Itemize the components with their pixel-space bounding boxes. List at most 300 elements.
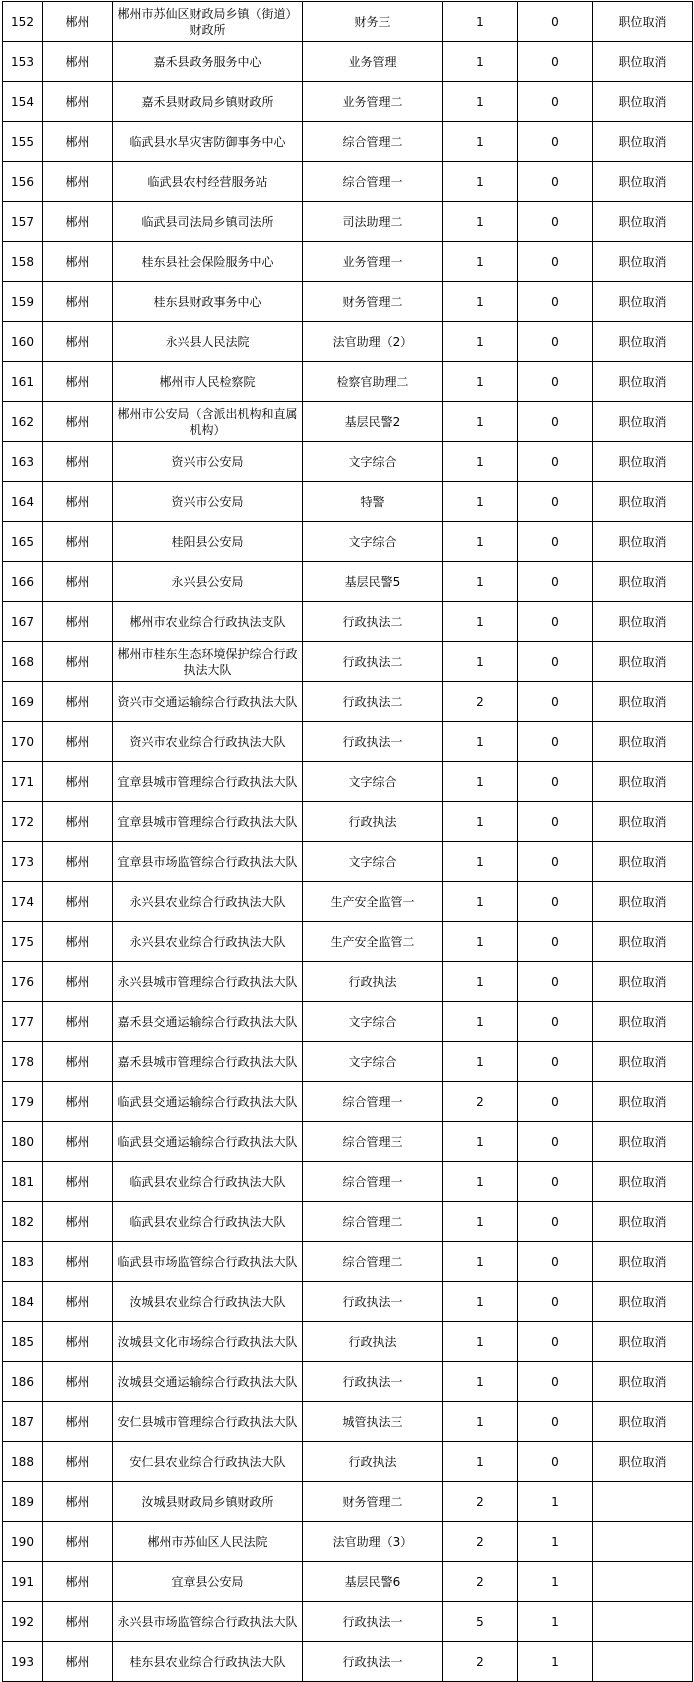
row-number-cell: 179 [3, 1082, 43, 1122]
table-row [3, 442, 693, 482]
employer-cell: 宜章县城市管理综合行政执法大队 [113, 762, 303, 802]
employer-cell: 临武县交通运输综合行政执法大队 [113, 1122, 303, 1162]
table-row [3, 402, 693, 442]
final-count-cell: 1 [518, 1482, 593, 1522]
table-row [3, 1522, 693, 1562]
remark-cell: 职位取消 [593, 1322, 693, 1362]
city-cell: 郴州 [43, 362, 113, 402]
employer-cell: 郴州市农业综合行政执法支队 [113, 602, 303, 642]
city-cell: 郴州 [43, 802, 113, 842]
planned-count-cell: 1 [443, 1122, 518, 1162]
final-count-cell: 0 [518, 1122, 593, 1162]
city-cell: 郴州 [43, 1442, 113, 1482]
row-number-cell: 155 [3, 122, 43, 162]
planned-count-cell: 5 [443, 1602, 518, 1642]
remark-cell [593, 1522, 693, 1562]
position-cell: 行政执法 [303, 1442, 443, 1482]
row-number-cell: 178 [3, 1042, 43, 1082]
row-number-cell: 182 [3, 1202, 43, 1242]
position-cell: 行政执法 [303, 1322, 443, 1362]
table-row [3, 362, 693, 402]
employer-cell: 桂东县财政事务中心 [113, 282, 303, 322]
position-cell: 综合管理二 [303, 1242, 443, 1282]
remark-cell: 职位取消 [593, 1082, 693, 1122]
city-cell: 郴州 [43, 162, 113, 202]
final-count-cell: 0 [518, 962, 593, 1002]
position-cell: 生产安全监管二 [303, 922, 443, 962]
final-count-cell: 0 [518, 1322, 593, 1362]
row-number-cell: 192 [3, 1602, 43, 1642]
row-number-cell: 191 [3, 1562, 43, 1602]
row-number-cell: 154 [3, 82, 43, 122]
position-cell: 业务管理二 [303, 82, 443, 122]
row-number-cell: 185 [3, 1322, 43, 1362]
row-number-cell: 164 [3, 482, 43, 522]
table-row [3, 522, 693, 562]
planned-count-cell: 1 [443, 1002, 518, 1042]
table-row [3, 202, 693, 242]
final-count-cell: 0 [518, 682, 593, 722]
row-number-cell: 171 [3, 762, 43, 802]
row-number-cell: 167 [3, 602, 43, 642]
table-row [3, 882, 693, 922]
city-cell: 郴州 [43, 2, 113, 42]
city-cell: 郴州 [43, 402, 113, 442]
final-count-cell: 1 [518, 1522, 593, 1562]
table-row [3, 1442, 693, 1482]
employer-cell: 嘉禾县政务服务中心 [113, 42, 303, 82]
planned-count-cell: 1 [443, 562, 518, 602]
row-number-cell: 187 [3, 1402, 43, 1442]
table-row [3, 642, 693, 682]
planned-count-cell: 1 [443, 442, 518, 482]
employer-cell: 资兴市农业综合行政执法大队 [113, 722, 303, 762]
table-body [3, 2, 693, 1682]
position-cell: 基层民警2 [303, 402, 443, 442]
planned-count-cell: 2 [443, 1562, 518, 1602]
city-cell: 郴州 [43, 82, 113, 122]
row-number-cell: 183 [3, 1242, 43, 1282]
row-number-cell: 173 [3, 842, 43, 882]
final-count-cell: 0 [518, 1442, 593, 1482]
position-cell: 生产安全监管一 [303, 882, 443, 922]
planned-count-cell: 1 [443, 1442, 518, 1482]
city-cell: 郴州 [43, 1002, 113, 1042]
remark-cell: 职位取消 [593, 362, 693, 402]
remark-cell: 职位取消 [593, 282, 693, 322]
final-count-cell: 0 [518, 1162, 593, 1202]
table-row [3, 602, 693, 642]
planned-count-cell: 1 [443, 762, 518, 802]
position-cell: 行政执法二 [303, 602, 443, 642]
position-cell: 城管执法三 [303, 1402, 443, 1442]
employer-cell: 宜章县城市管理综合行政执法大队 [113, 802, 303, 842]
city-cell: 郴州 [43, 1522, 113, 1562]
row-number-cell: 156 [3, 162, 43, 202]
table-row [3, 762, 693, 802]
final-count-cell: 0 [518, 882, 593, 922]
planned-count-cell: 1 [443, 202, 518, 242]
city-cell: 郴州 [43, 442, 113, 482]
final-count-cell: 0 [518, 2, 593, 42]
position-cell: 综合管理三 [303, 1122, 443, 1162]
row-number-cell: 172 [3, 802, 43, 842]
employer-cell: 临武县农村经营服务站 [113, 162, 303, 202]
city-cell: 郴州 [43, 522, 113, 562]
employer-cell: 嘉禾县城市管理综合行政执法大队 [113, 1042, 303, 1082]
table-row [3, 1482, 693, 1522]
employer-cell: 郴州市公安局（含派出机构和直属机构） [113, 402, 303, 442]
employer-cell: 永兴县人民法院 [113, 322, 303, 362]
employer-cell: 桂阳县公安局 [113, 522, 303, 562]
employer-cell: 郴州市人民检察院 [113, 362, 303, 402]
city-cell: 郴州 [43, 562, 113, 602]
planned-count-cell: 2 [443, 1522, 518, 1562]
city-cell: 郴州 [43, 1322, 113, 1362]
final-count-cell: 0 [518, 1082, 593, 1122]
remark-cell: 职位取消 [593, 842, 693, 882]
remark-cell: 职位取消 [593, 1282, 693, 1322]
city-cell: 郴州 [43, 722, 113, 762]
row-number-cell: 186 [3, 1362, 43, 1402]
remark-cell: 职位取消 [593, 522, 693, 562]
city-cell: 郴州 [43, 1402, 113, 1442]
table-row [3, 2, 693, 42]
remark-cell: 职位取消 [593, 242, 693, 282]
table-row [3, 242, 693, 282]
final-count-cell: 0 [518, 762, 593, 802]
final-count-cell: 0 [518, 162, 593, 202]
row-number-cell: 174 [3, 882, 43, 922]
remark-cell: 职位取消 [593, 322, 693, 362]
planned-count-cell: 2 [443, 1642, 518, 1682]
row-number-cell: 181 [3, 1162, 43, 1202]
city-cell: 郴州 [43, 882, 113, 922]
position-cell: 行政执法二 [303, 682, 443, 722]
position-cell: 行政执法一 [303, 1602, 443, 1642]
employer-cell: 安仁县农业综合行政执法大队 [113, 1442, 303, 1482]
final-count-cell: 0 [518, 82, 593, 122]
table-row [3, 1642, 693, 1682]
city-cell: 郴州 [43, 202, 113, 242]
planned-count-cell: 1 [443, 82, 518, 122]
planned-count-cell: 1 [443, 282, 518, 322]
table-row [3, 1242, 693, 1282]
planned-count-cell: 1 [443, 802, 518, 842]
table-row [3, 1562, 693, 1602]
employer-cell: 临武县交通运输综合行政执法大队 [113, 1082, 303, 1122]
city-cell: 郴州 [43, 682, 113, 722]
position-cell: 文字综合 [303, 842, 443, 882]
remark-cell: 职位取消 [593, 922, 693, 962]
row-number-cell: 161 [3, 362, 43, 402]
planned-count-cell: 1 [443, 1162, 518, 1202]
city-cell: 郴州 [43, 842, 113, 882]
final-count-cell: 0 [518, 402, 593, 442]
employer-cell: 永兴县市场监管综合行政执法大队 [113, 1602, 303, 1642]
city-cell: 郴州 [43, 1562, 113, 1602]
final-count-cell: 0 [518, 1002, 593, 1042]
position-cell: 检察官助理二 [303, 362, 443, 402]
table-row [3, 1602, 693, 1642]
employer-cell: 临武县农业综合行政执法大队 [113, 1162, 303, 1202]
table-row [3, 1322, 693, 1362]
employer-cell: 宜章县公安局 [113, 1562, 303, 1602]
table-row [3, 1082, 693, 1122]
table-row [3, 922, 693, 962]
city-cell: 郴州 [43, 1122, 113, 1162]
planned-count-cell: 1 [443, 162, 518, 202]
city-cell: 郴州 [43, 1482, 113, 1522]
final-count-cell: 0 [518, 802, 593, 842]
row-number-cell: 163 [3, 442, 43, 482]
position-cell: 司法助理二 [303, 202, 443, 242]
planned-count-cell: 2 [443, 1482, 518, 1522]
row-number-cell: 176 [3, 962, 43, 1002]
final-count-cell: 0 [518, 42, 593, 82]
planned-count-cell: 1 [443, 1202, 518, 1242]
final-count-cell: 1 [518, 1562, 593, 1602]
table-row [3, 682, 693, 722]
final-count-cell: 1 [518, 1602, 593, 1642]
final-count-cell: 0 [518, 562, 593, 602]
employer-cell: 汝城县交通运输综合行政执法大队 [113, 1362, 303, 1402]
position-cell: 行政执法一 [303, 722, 443, 762]
row-number-cell: 162 [3, 402, 43, 442]
planned-count-cell: 1 [443, 1402, 518, 1442]
remark-cell: 职位取消 [593, 1402, 693, 1442]
table-row [3, 962, 693, 1002]
final-count-cell: 0 [518, 242, 593, 282]
table-row [3, 1042, 693, 1082]
employer-cell: 郴州市桂东生态环境保护综合行政执法大队 [113, 642, 303, 682]
city-cell: 郴州 [43, 962, 113, 1002]
position-cell: 文字综合 [303, 1042, 443, 1082]
city-cell: 郴州 [43, 1202, 113, 1242]
planned-count-cell: 1 [443, 42, 518, 82]
remark-cell: 职位取消 [593, 202, 693, 242]
position-cell: 基层民警5 [303, 562, 443, 602]
city-cell: 郴州 [43, 1282, 113, 1322]
remark-cell: 职位取消 [593, 682, 693, 722]
employer-cell: 桂东县农业综合行政执法大队 [113, 1642, 303, 1682]
position-cell: 综合管理一 [303, 1082, 443, 1122]
city-cell: 郴州 [43, 42, 113, 82]
position-cell: 行政执法一 [303, 1362, 443, 1402]
row-number-cell: 170 [3, 722, 43, 762]
remark-cell: 职位取消 [593, 602, 693, 642]
employer-cell: 资兴市公安局 [113, 442, 303, 482]
table-row [3, 1122, 693, 1162]
final-count-cell: 0 [518, 442, 593, 482]
remark-cell: 职位取消 [593, 1242, 693, 1282]
row-number-cell: 175 [3, 922, 43, 962]
employer-cell: 资兴市公安局 [113, 482, 303, 522]
employer-cell: 临武县市场监管综合行政执法大队 [113, 1242, 303, 1282]
position-cell: 行政执法一 [303, 1282, 443, 1322]
row-number-cell: 193 [3, 1642, 43, 1682]
table-row [3, 1282, 693, 1322]
remark-cell: 职位取消 [593, 482, 693, 522]
employer-cell: 临武县水旱灾害防御事务中心 [113, 122, 303, 162]
final-count-cell: 0 [518, 602, 593, 642]
remark-cell: 职位取消 [593, 42, 693, 82]
table-row [3, 82, 693, 122]
city-cell: 郴州 [43, 242, 113, 282]
final-count-cell: 0 [518, 362, 593, 402]
position-cell: 行政执法 [303, 962, 443, 1002]
city-cell: 郴州 [43, 282, 113, 322]
table-row [3, 1362, 693, 1402]
employer-cell: 嘉禾县财政局乡镇财政所 [113, 82, 303, 122]
final-count-cell: 0 [518, 922, 593, 962]
position-cell: 特警 [303, 482, 443, 522]
planned-count-cell: 1 [443, 602, 518, 642]
planned-count-cell: 1 [443, 322, 518, 362]
employer-cell: 资兴市交通运输综合行政执法大队 [113, 682, 303, 722]
table-row [3, 122, 693, 162]
final-count-cell: 0 [518, 522, 593, 562]
final-count-cell: 0 [518, 122, 593, 162]
planned-count-cell: 1 [443, 642, 518, 682]
planned-count-cell: 1 [443, 482, 518, 522]
row-number-cell: 168 [3, 642, 43, 682]
final-count-cell: 0 [518, 1362, 593, 1402]
row-number-cell: 184 [3, 1282, 43, 1322]
table-row [3, 322, 693, 362]
position-cell: 财务管理二 [303, 1482, 443, 1522]
table-row [3, 802, 693, 842]
city-cell: 郴州 [43, 642, 113, 682]
position-cell: 综合管理二 [303, 122, 443, 162]
row-number-cell: 188 [3, 1442, 43, 1482]
planned-count-cell: 1 [443, 882, 518, 922]
position-cell: 文字综合 [303, 1002, 443, 1042]
table-row [3, 722, 693, 762]
planned-count-cell: 1 [443, 1282, 518, 1322]
position-cell: 财务三 [303, 2, 443, 42]
final-count-cell: 0 [518, 722, 593, 762]
row-number-cell: 169 [3, 682, 43, 722]
position-cell: 法官助理（2） [303, 322, 443, 362]
row-number-cell: 153 [3, 42, 43, 82]
row-number-cell: 190 [3, 1522, 43, 1562]
city-cell: 郴州 [43, 482, 113, 522]
table-row [3, 482, 693, 522]
planned-count-cell: 1 [443, 242, 518, 282]
final-count-cell: 0 [518, 1202, 593, 1242]
row-number-cell: 157 [3, 202, 43, 242]
table-row [3, 282, 693, 322]
final-count-cell: 0 [518, 202, 593, 242]
remark-cell: 职位取消 [593, 722, 693, 762]
remark-cell: 职位取消 [593, 1002, 693, 1042]
planned-count-cell: 1 [443, 1242, 518, 1282]
remark-cell [593, 1642, 693, 1682]
final-count-cell: 0 [518, 1242, 593, 1282]
position-table [2, 1, 693, 1682]
remark-cell: 职位取消 [593, 1162, 693, 1202]
city-cell: 郴州 [43, 322, 113, 362]
position-cell: 综合管理一 [303, 162, 443, 202]
planned-count-cell: 1 [443, 962, 518, 1002]
position-cell: 基层民警6 [303, 1562, 443, 1602]
city-cell: 郴州 [43, 1082, 113, 1122]
remark-cell: 职位取消 [593, 82, 693, 122]
position-cell: 文字综合 [303, 522, 443, 562]
table-row [3, 1162, 693, 1202]
employer-cell: 永兴县农业综合行政执法大队 [113, 922, 303, 962]
table-row [3, 842, 693, 882]
planned-count-cell: 1 [443, 1042, 518, 1082]
position-cell: 业务管理一 [303, 242, 443, 282]
position-cell: 业务管理 [303, 42, 443, 82]
planned-count-cell: 1 [443, 722, 518, 762]
planned-count-cell: 2 [443, 682, 518, 722]
row-number-cell: 189 [3, 1482, 43, 1522]
planned-count-cell: 1 [443, 1322, 518, 1362]
employer-cell: 嘉禾县交通运输综合行政执法大队 [113, 1002, 303, 1042]
remark-cell: 职位取消 [593, 762, 693, 802]
city-cell: 郴州 [43, 1162, 113, 1202]
row-number-cell: 159 [3, 282, 43, 322]
row-number-cell: 180 [3, 1122, 43, 1162]
remark-cell: 职位取消 [593, 1122, 693, 1162]
position-cell: 综合管理二 [303, 1202, 443, 1242]
planned-count-cell: 1 [443, 2, 518, 42]
position-cell: 行政执法一 [303, 1642, 443, 1682]
final-count-cell: 0 [518, 322, 593, 362]
remark-cell: 职位取消 [593, 802, 693, 842]
remark-cell: 职位取消 [593, 562, 693, 602]
final-count-cell: 0 [518, 1282, 593, 1322]
final-count-cell: 0 [518, 482, 593, 522]
row-number-cell: 165 [3, 522, 43, 562]
city-cell: 郴州 [43, 762, 113, 802]
remark-cell: 职位取消 [593, 402, 693, 442]
employer-cell: 桂东县社会保险服务中心 [113, 242, 303, 282]
row-number-cell: 160 [3, 322, 43, 362]
remark-cell [593, 1562, 693, 1602]
final-count-cell: 1 [518, 1642, 593, 1682]
employer-cell: 郴州市苏仙区财政局乡镇（街道）财政所 [113, 2, 303, 42]
city-cell: 郴州 [43, 1042, 113, 1082]
city-cell: 郴州 [43, 1242, 113, 1282]
planned-count-cell: 1 [443, 922, 518, 962]
city-cell: 郴州 [43, 1362, 113, 1402]
planned-count-cell: 1 [443, 362, 518, 402]
employer-cell: 永兴县城市管理综合行政执法大队 [113, 962, 303, 1002]
remark-cell: 职位取消 [593, 642, 693, 682]
employer-cell: 汝城县财政局乡镇财政所 [113, 1482, 303, 1522]
position-cell: 文字综合 [303, 442, 443, 482]
employer-cell: 宜章县市场监管综合行政执法大队 [113, 842, 303, 882]
table-row [3, 42, 693, 82]
employer-cell: 永兴县农业综合行政执法大队 [113, 882, 303, 922]
position-cell: 法官助理（3） [303, 1522, 443, 1562]
final-count-cell: 0 [518, 1042, 593, 1082]
employer-cell: 郴州市苏仙区人民法院 [113, 1522, 303, 1562]
employer-cell: 永兴县公安局 [113, 562, 303, 602]
remark-cell: 职位取消 [593, 442, 693, 482]
remark-cell: 职位取消 [593, 162, 693, 202]
row-number-cell: 158 [3, 242, 43, 282]
position-cell: 综合管理一 [303, 1162, 443, 1202]
employer-cell: 临武县司法局乡镇司法所 [113, 202, 303, 242]
planned-count-cell: 1 [443, 402, 518, 442]
table-row [3, 562, 693, 602]
planned-count-cell: 1 [443, 1362, 518, 1402]
